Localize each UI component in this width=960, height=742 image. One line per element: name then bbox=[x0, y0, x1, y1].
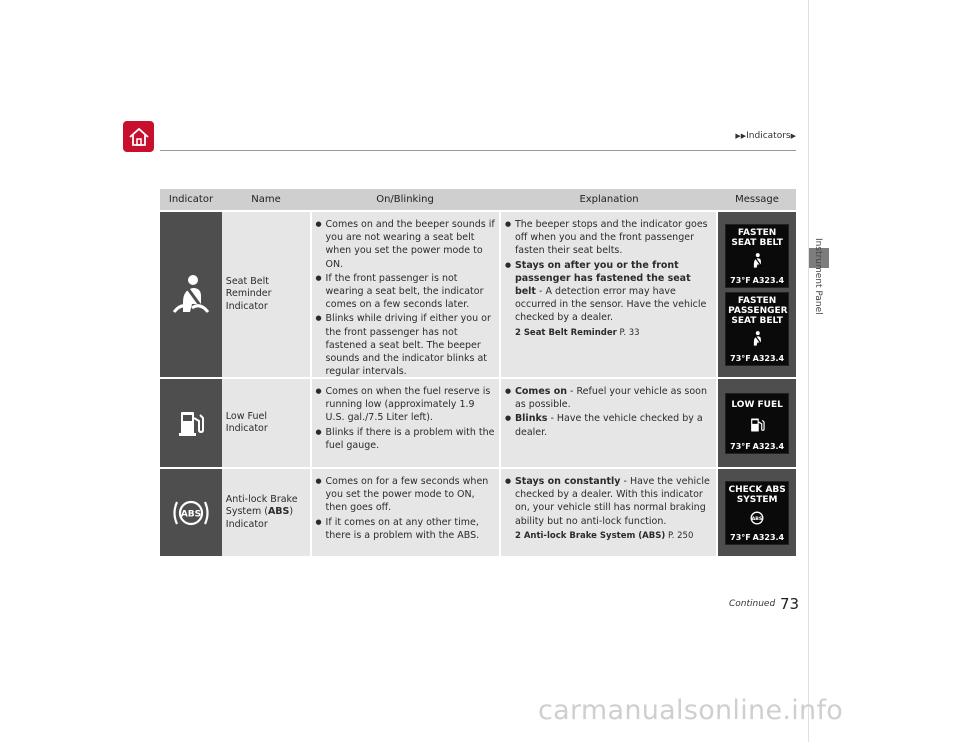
abs-icon bbox=[171, 496, 211, 530]
home-icon bbox=[128, 127, 150, 147]
svg-text:ABS: ABS bbox=[751, 516, 763, 522]
explanation-cell bbox=[499, 212, 716, 377]
odometer-readout: A323.4 bbox=[752, 532, 785, 542]
reference-label: Seat Belt Reminder bbox=[523, 327, 617, 338]
message-cell bbox=[716, 212, 796, 377]
list-item: ● Comes on for a few seconds when you set the power mode to ON, then goes off. bbox=[316, 475, 495, 515]
reference-page: P. 33 bbox=[619, 327, 640, 338]
svg-text:ABS: ABS bbox=[180, 509, 202, 519]
seat-belt-icon bbox=[748, 252, 766, 270]
on-blinking-cell bbox=[310, 379, 499, 467]
list-item: ● Comes on and the beeper sounds if you are not wearing a seat belt when you set the power mode to ON. bbox=[316, 218, 495, 271]
indicator-cell bbox=[160, 379, 222, 467]
table-header bbox=[160, 189, 796, 210]
message-text: LOW FUEL bbox=[731, 399, 783, 410]
breadcrumb[interactable] bbox=[700, 131, 796, 141]
page-reference-link[interactable] bbox=[515, 530, 712, 543]
indicator-name bbox=[222, 469, 310, 556]
table-row bbox=[160, 469, 796, 556]
explanation-bold: Comes on bbox=[514, 386, 568, 397]
seat-belt-icon bbox=[748, 330, 766, 348]
indicator-cell bbox=[160, 469, 222, 556]
breadcrumb-arrow-icon: ▶▶ bbox=[735, 132, 747, 140]
page-reference-link[interactable] bbox=[515, 327, 712, 340]
reference-arrow-icon: 2 bbox=[514, 327, 524, 338]
explanation-bold: Blinks bbox=[514, 413, 548, 425]
list-item: ● If the front passenger is not wearing a seat belt, the indicator comes on a few seconds later. bbox=[316, 272, 495, 312]
list-item: ● Comes on when the fuel reserve is running low (approximately 1.9 U.S. gal./7.5 Liter left). bbox=[316, 385, 495, 425]
indicator-name: Seat Belt Reminder Indicator bbox=[222, 212, 310, 377]
header-rule bbox=[160, 150, 796, 151]
odometer-readout: A323.4 bbox=[752, 275, 785, 285]
message-display bbox=[725, 481, 789, 545]
fuel-pump-icon bbox=[174, 406, 208, 440]
explanation-text: - Refuel your vehicle as soon as possible. bbox=[514, 386, 708, 411]
seat-belt-icon bbox=[168, 272, 214, 318]
explanation-text: - Have the vehicle checked by a dealer. bbox=[514, 413, 703, 438]
breadcrumb-label: Indicators bbox=[746, 131, 791, 141]
message-text: FASTEN PASSENGER SEAT BELT bbox=[728, 295, 788, 326]
fuel-pump-icon bbox=[747, 414, 767, 436]
reference-arrow-icon: 2 bbox=[514, 530, 524, 541]
indicator-table bbox=[160, 189, 796, 556]
temperature-readout: 73°F bbox=[730, 353, 751, 363]
explanation-text: - A detection error may have occurred in the sensor. Have the vehicle checked by a dealer. bbox=[514, 286, 707, 324]
home-button[interactable] bbox=[123, 121, 154, 152]
message-text: FASTEN SEAT BELT bbox=[731, 227, 783, 248]
temperature-readout: 73°F bbox=[730, 275, 751, 285]
list-item bbox=[505, 259, 712, 325]
continued-label: Continued bbox=[729, 599, 776, 609]
column-header: Indicator bbox=[168, 194, 214, 205]
explanation-text: The beeper stops and the indicator goes off when you and the front passenger fasten their seat belts. bbox=[514, 219, 708, 257]
odometer-readout: A323.4 bbox=[752, 441, 785, 451]
watermark: carmanualsonline.info bbox=[538, 695, 844, 726]
list-item bbox=[505, 385, 712, 411]
temperature-readout: 73°F bbox=[730, 532, 751, 542]
page-number: 73 bbox=[780, 595, 800, 613]
indicator-cell bbox=[160, 212, 222, 377]
name-bold: ABS bbox=[267, 506, 290, 518]
reference-page: P. 250 bbox=[667, 530, 694, 541]
list-item: ● If it comes on at any other time, there is a problem with the ABS. bbox=[316, 516, 495, 542]
table-row bbox=[160, 212, 796, 377]
reference-label: Anti-lock Brake System (ABS) bbox=[523, 530, 666, 541]
explanation-cell bbox=[499, 469, 716, 556]
explanation-bold: Stays on after you or the front passenger has fastened the seat belt bbox=[514, 259, 691, 298]
list-item: ● Blinks if there is a problem with the fuel gauge. bbox=[316, 426, 495, 452]
message-cell bbox=[716, 379, 796, 467]
explanation-cell bbox=[499, 379, 716, 467]
message-display bbox=[725, 292, 789, 366]
on-blinking-cell bbox=[310, 469, 499, 556]
breadcrumb-arrow-icon: ▶ bbox=[790, 132, 796, 140]
indicator-name: Low Fuel Indicator bbox=[222, 379, 310, 467]
side-divider bbox=[808, 0, 809, 742]
message-cell bbox=[716, 469, 796, 556]
column-header: On/Blinking bbox=[376, 194, 434, 205]
column-header: Explanation bbox=[579, 194, 639, 205]
column-header: Message bbox=[735, 194, 779, 205]
message-display bbox=[725, 224, 789, 288]
message-display bbox=[725, 393, 789, 454]
on-blinking-cell bbox=[310, 212, 499, 377]
message-text: CHECK ABS SYSTEM bbox=[728, 484, 786, 505]
odometer-readout: A323.4 bbox=[752, 353, 785, 363]
explanation-bold: Stays on constantly bbox=[514, 476, 621, 487]
temperature-readout: 73°F bbox=[730, 441, 751, 451]
table-row bbox=[160, 379, 796, 467]
explanation-text: - Have the vehicle checked by a dealer. With this indicator on, your vehicle still has normal braking ability but no anti-lock function. bbox=[514, 476, 710, 527]
list-item bbox=[505, 218, 712, 258]
name-text: Anti-lock Brake System ( bbox=[225, 493, 298, 518]
list-item bbox=[505, 475, 712, 528]
list-item: ● Blinks while driving if either you or the front passenger has not fastened a seat belt. The beeper sounds and the indicator blinks at regular intervals. bbox=[316, 312, 495, 378]
section-label: Instrument Panel bbox=[813, 238, 823, 315]
list-item bbox=[505, 412, 712, 438]
name-text: ) Indicator bbox=[225, 506, 294, 530]
abs-icon bbox=[746, 509, 768, 527]
column-header: Name bbox=[251, 194, 281, 205]
